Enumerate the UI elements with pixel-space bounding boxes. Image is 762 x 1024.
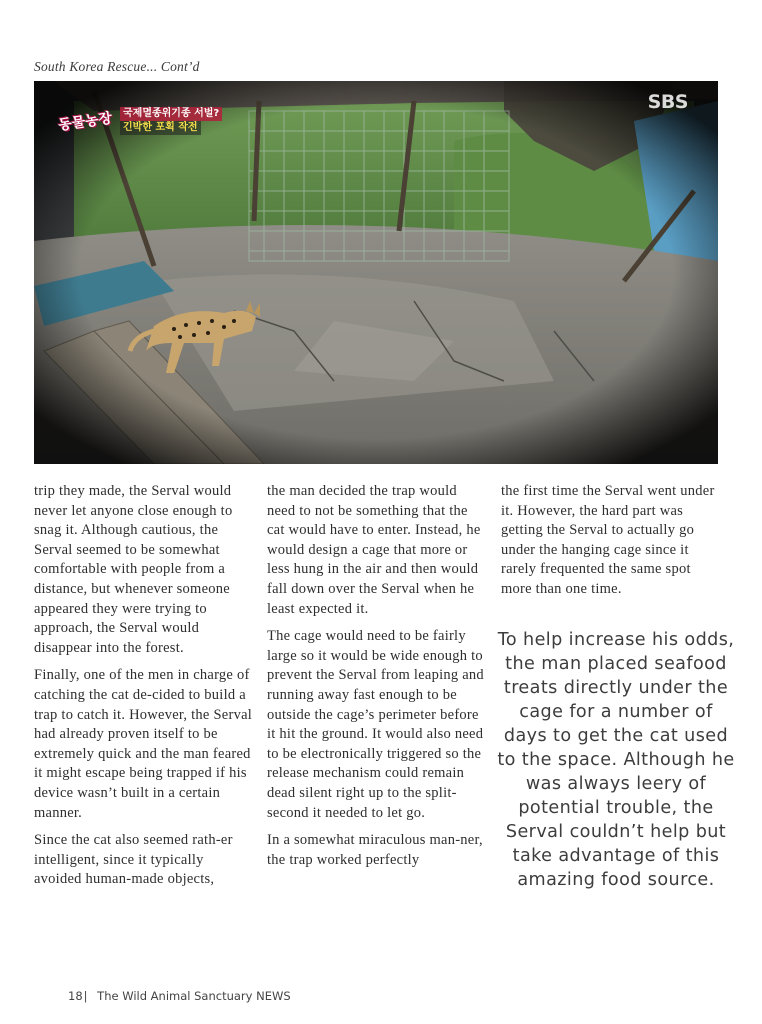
paragraph: Since the cat also seemed rath-er intelligent, since it typically avoided human-made objects, xyxy=(34,832,233,888)
broadcast-caption-line2: 긴박한 포획 작전 xyxy=(120,121,201,135)
serval-photo xyxy=(34,81,718,464)
page-header-title: South Korea Rescue... Cont’d xyxy=(34,59,200,74)
page-number: 18 xyxy=(68,989,83,1003)
paragraph: Finally, one of the men in charge of catching the cat de-cided to build a trap to catch it. However, the Serval had already proven itself to be extremely quick and the man feared it might escape being trapped if his device wasn’t built in a certain manner. xyxy=(34,667,253,821)
paragraph: the first time the Serval went under it. However, the hard part was getting the Serval to actually go under the hanging cage since it rarely frequented the same spot more than one time. xyxy=(501,483,715,597)
paragraph: The cage would need to be fairly large so it would be wide enough to prevent the Serval from leaping and running away fast enough to be outside the cage’s perimeter before it hit the ground. It would also need to be electronically triggered so the release mechanism could remain dead silent right up to the split-second it needed to let go. xyxy=(267,628,484,821)
page-footer xyxy=(68,989,291,1003)
serval-photo-scene xyxy=(34,81,718,464)
network-logo: SBS xyxy=(647,91,688,113)
show-logo: 동물농장 xyxy=(57,110,114,134)
article-column-2 xyxy=(267,482,487,878)
footer-separator: | xyxy=(83,989,88,1003)
broadcast-caption-line1: 국제멸종위기종 서벌? xyxy=(120,107,222,121)
paragraph: trip they made, the Serval would never let anyone close enough to snag it. Although cautious, the Serval seemed to be somewhat comfortable with people from a distance, but whenever someone appeared they were trying to approach, the Serval would disappear into the forest. xyxy=(34,483,233,656)
paragraph: the man decided the trap would need to not be something that the cat would have to enter. Instead, he would design a cage that more or less hung in the air and then would fall down over the Serval when he least expected it. xyxy=(267,483,481,617)
paragraph: In a somewhat miraculous man-ner, the trap worked perfectly xyxy=(267,832,483,868)
article-column-3 xyxy=(501,482,723,608)
pull-quote: To help increase his odds, the man placed seafood treats directly under the cage for a number of days to get the cat used to the space. Although he was always leery of potential trouble, the Serval couldn’t help but take advantage of this amazing food source. xyxy=(497,630,735,890)
article-column-1 xyxy=(34,482,254,898)
publication-name: The Wild Animal Sanctuary NEWS xyxy=(97,989,291,1003)
